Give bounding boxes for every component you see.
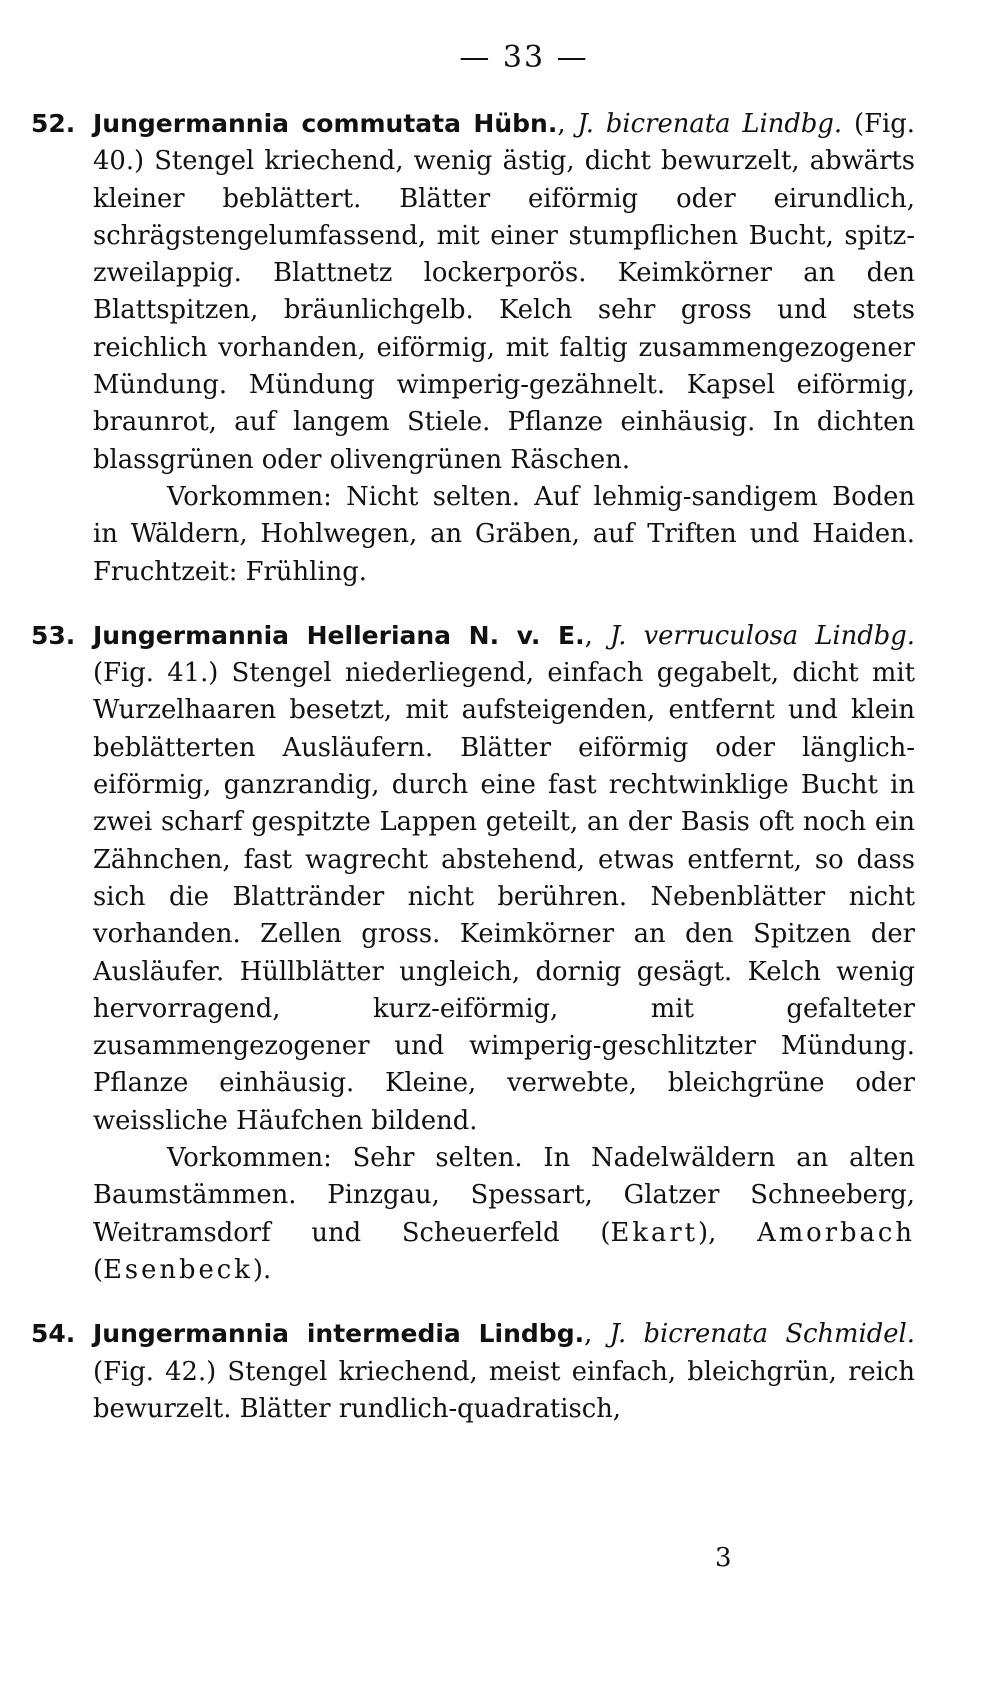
synonym: J. verruculosa Lindbg. <box>609 620 915 651</box>
entry-52 <box>31 105 915 591</box>
entry-number: 52. <box>31 109 76 138</box>
description-text: (Fig. 40.) Stengel kriechend, wenig ästig, dicht bewurzelt, abwärts kleiner beblättert. Blätter eiförmig oder eirundlich, schrägstengelumfassend, mit einer stumpflichen Bucht, spitz-zweilappig. Blattnetz lockerporös. Keimkörner an den Blattspitzen, bräunlichgelb. Kelch sehr gross und stets reichlich vorhanden, eiförmig, mit faltig zusammengezogener Mündung. Mündung wimperig-gezähnelt. Kapsel eiförmig, braunrot, auf langem Stiele. Pflanze einhäusig. In dichten blassgrünen oder olivengrünen Räschen. <box>93 109 915 475</box>
description-text: (Fig. 42.) Stengel kriechend, meist einfach, bleichgrün, reich bewurzelt. Blätter rundlich-quadratisch, <box>93 1356 915 1424</box>
place-name: Amorbach <box>757 1217 915 1248</box>
page <box>31 40 915 1454</box>
occurrence-part: ), <box>698 1217 758 1248</box>
separator: , <box>584 1319 610 1350</box>
entry-number: 53. <box>31 620 76 650</box>
species-name: Jungermannia commutata Hübn. <box>93 109 558 138</box>
occurrence-part: ). <box>252 1254 272 1285</box>
entry-number: 54. <box>31 1319 76 1349</box>
synonym: J. bicrenata Schmidel. <box>609 1319 915 1350</box>
page-number: — 33 — <box>459 40 589 75</box>
collector-name: Esenbeck <box>103 1254 253 1285</box>
separator: , <box>557 109 578 139</box>
entry-description <box>31 617 915 1140</box>
occurrence-part: Vorkommen: Sehr selten. In Nadelwäldern an alten Baumstämmen. Pinzgau, Spessart, Glatzer Schneeberg, Weitramsdorf und Scheuerfeld ( <box>93 1143 915 1248</box>
occurrence-text <box>93 1140 915 1289</box>
species-name: Jungermannia intermedia Lindbg. <box>93 1319 585 1349</box>
description-text: (Fig. 41.) Stengel niederliegend, einfach gegabelt, dicht mit Wurzelhaaren besetzt, mit aufsteigenden, entfernt und klein beblätterten Ausläufern. Blätter eiförmig oder länglich-eiförmig, ganzrandig, durch eine fast rechtwinklige Bucht in zwei scharf gespitzte Lappen geteilt, an der Basis oft noch ein Zähnchen, fast wagrecht abstehend, etwas entfernt, so dass sich die Blattränder nicht berühren. Nebenblätter nicht vorhanden. Zellen gross. Keimkörner an den Spitzen der Ausläufer. Hüllblätter ungleich, dornig gesägt. Kelch wenig hervorragend, kurz-eiförmig, mit gefalteter zusammengezogener und wimperig-geschlitzter Mündung. Pflanze einhäusig. Kleine, verwebte, bleichgrüne oder weissliche Häufchen bildend. <box>93 658 915 1136</box>
occurrence-text: Vorkommen: Nicht selten. Auf lehmig-sandigem Boden in Wäldern, Hohlwegen, an Gräben, auf Triften und Haiden. Fruchtzeit: Frühling. <box>93 481 915 587</box>
occurrence-part: ( <box>93 1254 104 1285</box>
printer-signature: 3 <box>715 1543 732 1573</box>
collector-name: Ekart <box>610 1217 699 1248</box>
entry-54 <box>31 1315 915 1428</box>
entry-description <box>31 105 915 479</box>
entry-description <box>31 1315 915 1428</box>
entry-53 <box>31 617 915 1289</box>
synonym: J. bicrenata Lindbg. <box>577 109 843 139</box>
species-name: Jungermannia Helleriana N. v. E. <box>93 620 585 650</box>
separator: , <box>584 620 610 651</box>
